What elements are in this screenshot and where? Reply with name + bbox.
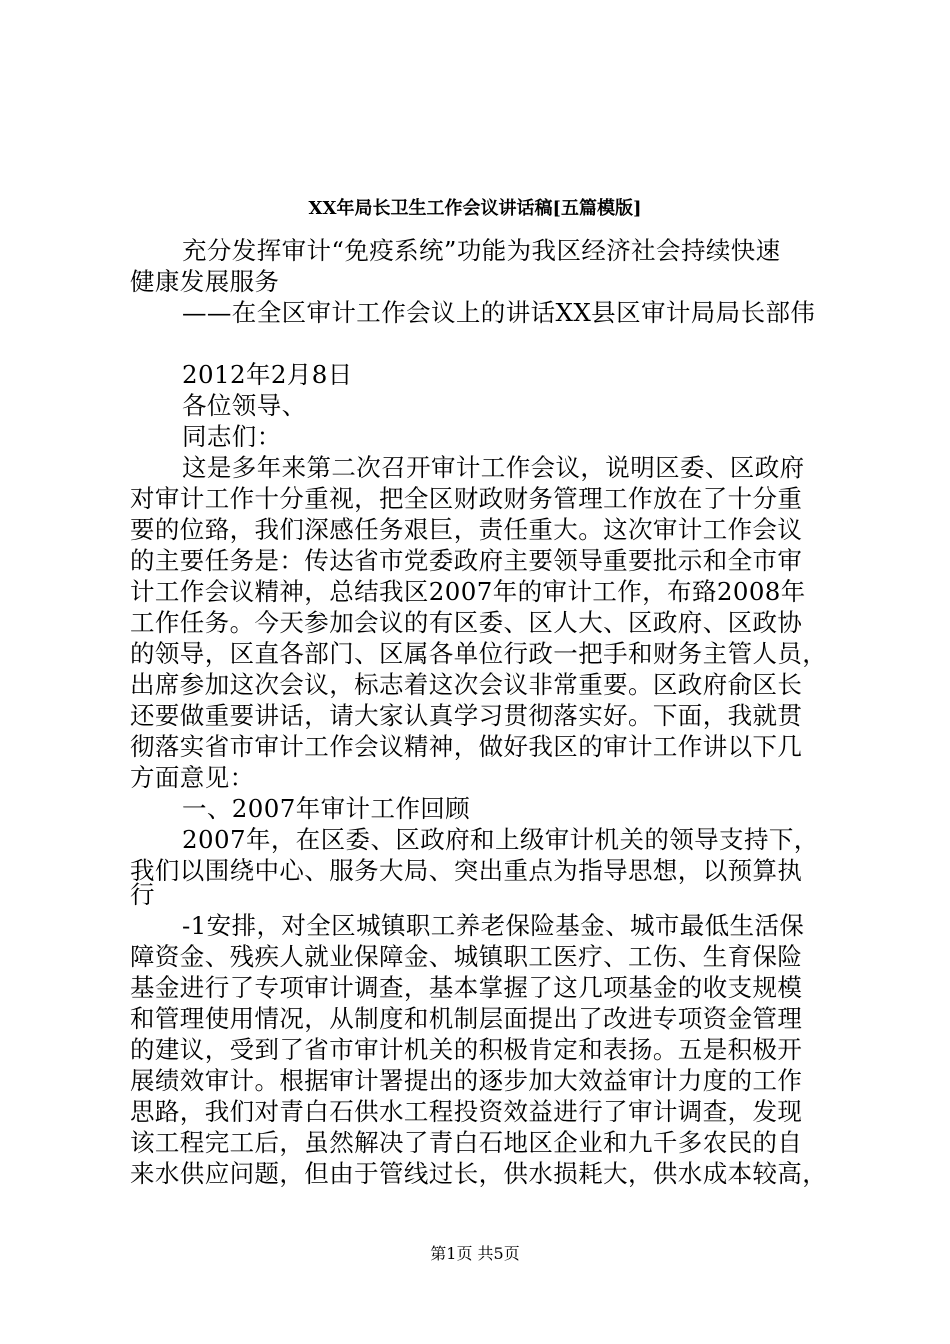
- greeting-line-2: 同志们：: [182, 422, 282, 451]
- paragraph-line: 思路，我们对青白石供水工程投资效益进行了审计调查，发现: [130, 1097, 803, 1126]
- paragraph-line: 和管理使用情况，从制度和机制层面提出了改进专项资金管理: [130, 1004, 803, 1033]
- paragraph-line: 方面意见：: [130, 763, 255, 792]
- section-heading: 一、2007年审计工作回顾: [182, 794, 471, 823]
- greeting-line-1: 各位领导、: [182, 391, 307, 420]
- paragraph-line: 2007年，在区委、区政府和上级审计机关的领导支持下，: [182, 825, 819, 854]
- paragraph-line: 还要做重要讲话，请大家认真学习贯彻落实好。下面，我就贯: [130, 701, 803, 730]
- date-line: 2012年2月8日: [182, 360, 353, 389]
- paragraph-line: 彻落实省市审计工作会议精神，做好我区的审计工作讲以下几: [130, 732, 803, 761]
- paragraph-line: 来水供应问题，但由于管线过长，供水损耗大，供水成本较高，: [130, 1159, 828, 1188]
- paragraph-line: 这是多年来第二次召开审计工作会议，说明区委、区政府: [182, 453, 805, 482]
- paragraph-line: 计工作会议精神，总结我区2007年的审计工作，布臵2008年: [130, 577, 806, 606]
- paragraph-line: 对审计工作十分重视，把全区财政财务管理工作放在了十分重: [130, 484, 803, 513]
- subtitle-line-2: 健康发展服务: [130, 267, 280, 296]
- document-title: XX年局长卫生工作会议讲话稿[五篇模版]: [308, 198, 642, 219]
- paragraph-line: 出席参加这次会议，标志着这次会议非常重要。区政府俞区长: [130, 670, 803, 699]
- page-footer: 第1页 共5页: [430, 1244, 520, 1263]
- paragraph-line: 行: [130, 880, 155, 909]
- paragraph-line: 障资金、残疾人就业保障金、城镇职工医疗、工伤、生育保险: [130, 942, 803, 971]
- subtitle-line-1: 充分发挥审计“免疫系统”功能为我区经济社会持续快速: [182, 236, 781, 265]
- paragraph-line: 的建议，受到了省市审计机关的积极肯定和表扬。五是积极开: [130, 1035, 803, 1064]
- paragraph-line: 基金进行了专项审计调查，基本掌握了这几项基金的收支规模: [130, 973, 803, 1002]
- paragraph-line: 我们以围绕中心、服务大局、突出重点为指导思想，以预算执: [130, 856, 803, 885]
- paragraph-line: 要的位臵，我们深感任务艰巨，责任重大。这次审计工作会议: [130, 515, 803, 544]
- paragraph-line: 的领导，区直各部门、区属各单位行政一把手和财务主管人员，: [130, 639, 828, 668]
- paragraph-line: 展绩效审计。根据审计署提出的逐步加大效益审计力度的工作: [130, 1066, 803, 1095]
- paragraph-line: 该工程完工后，虽然解决了青白石地区企业和九千多农民的自: [130, 1128, 803, 1157]
- paragraph-line: 的主要任务是：传达省市党委政府主要领导重要批示和全市审: [130, 546, 803, 575]
- paragraph-line: -1安排，对全区城镇职工养老保险基金、城市最低生活保: [182, 911, 805, 940]
- paragraph-line: 工作任务。今天参加会议的有区委、区人大、区政府、区政协: [130, 608, 803, 637]
- speaker-line: ——在全区审计工作会议上的讲话XX县区审计局局长部伟: [182, 298, 816, 327]
